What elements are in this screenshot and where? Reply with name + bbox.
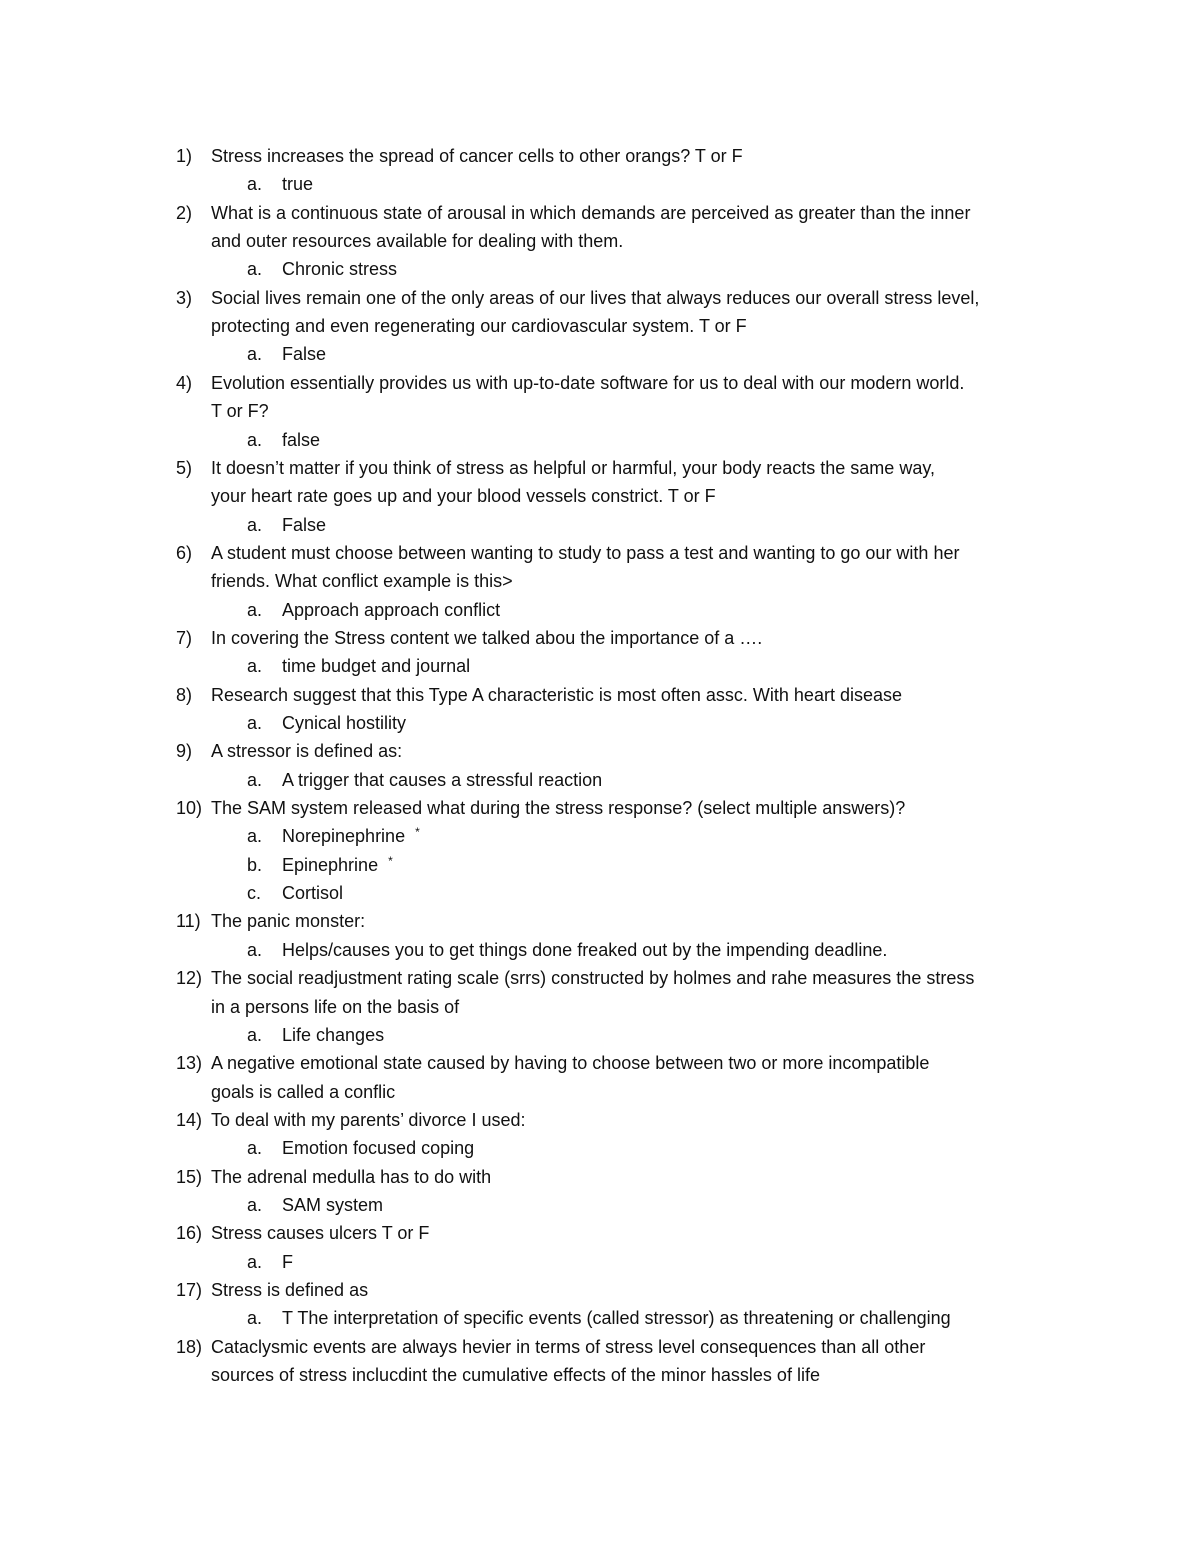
answer-letter: a. — [247, 1251, 263, 1272]
answer-letter: a. — [247, 769, 263, 790]
answer-letter: c. — [247, 883, 262, 904]
answer-text: time budget and journal — [282, 656, 471, 677]
answer-letter: a. — [247, 939, 263, 960]
question-number: 7) — [176, 627, 193, 648]
question-text: A stressor is defined as: — [211, 741, 403, 762]
question-line — [0, 199, 1200, 227]
answer-line — [0, 1191, 1200, 1219]
answer-line — [0, 766, 1200, 794]
question-line — [0, 1078, 1200, 1106]
question-line — [0, 567, 1200, 595]
answer-letter: b. — [247, 854, 263, 875]
question-number: 11) — [176, 911, 201, 932]
answer-letter: a. — [247, 259, 263, 280]
answer-letter: a. — [247, 826, 263, 847]
answer-text: False — [282, 514, 327, 535]
answer-line — [0, 879, 1200, 907]
question-text: protecting and even regenerating our cardiovascular system. T or F — [211, 316, 747, 337]
question-number: 13) — [176, 1053, 203, 1074]
answer-text: A trigger that causes a stressful reaction — [282, 769, 603, 790]
answer-text: Chronic stress — [282, 259, 398, 280]
question-line — [0, 227, 1200, 255]
question-line — [0, 1163, 1200, 1191]
question-number: 10) — [176, 798, 203, 819]
question-line — [0, 624, 1200, 652]
question-text: A student must choose between wanting to study to pass a test and wanting to go our with her — [211, 542, 960, 563]
question-text: your heart rate goes up and your blood vessels constrict. T or F — [211, 486, 716, 507]
question-text: It doesn’t matter if you think of stress as helpful or harmful, your body reacts the same way, — [211, 457, 935, 478]
answer-text: true — [282, 174, 314, 195]
question-text: Research suggest that this Type A characteristic is most often assc. With heart disease — [211, 684, 902, 705]
question-text: Stress is defined as — [211, 1280, 369, 1300]
question-number: 17) — [176, 1280, 203, 1300]
answer-letter: a. — [247, 656, 263, 677]
question-number: 5) — [176, 457, 193, 478]
question-line — [0, 284, 1200, 312]
question-line — [0, 1049, 1200, 1077]
answer-text: Emotion focused coping — [282, 1138, 475, 1159]
question-line — [0, 681, 1200, 709]
answer-line — [0, 170, 1200, 198]
question-line — [0, 794, 1200, 822]
answer-text: SAM system — [282, 1194, 384, 1215]
question-line — [0, 312, 1200, 340]
answer-text: Approach approach conflict — [282, 599, 501, 620]
question-text: What is a continuous state of arousal in which demands are perceived as greater than the inner — [211, 202, 971, 223]
answer-text: Epinephrine — [282, 854, 379, 875]
question-text: A negative emotional state caused by having to choose between two or more incompatible — [211, 1053, 930, 1074]
question-number: 4) — [176, 372, 193, 393]
answer-letter: a. — [247, 1024, 263, 1045]
question-number: 6) — [176, 542, 193, 563]
answer-letter: a. — [247, 514, 263, 535]
answer-line — [0, 709, 1200, 737]
answer-line — [0, 822, 1200, 850]
question-number: 9) — [176, 741, 193, 762]
answer-line — [0, 652, 1200, 680]
answer-text: F — [282, 1251, 293, 1272]
question-text: sources of stress inclucdint the cumulative effects of the minor hassles of life — [211, 1365, 820, 1386]
question-text: To deal with my parents’ divorce I used: — [211, 1109, 526, 1130]
question-text: goals is called a conflic — [211, 1081, 396, 1102]
answer-text: False — [282, 344, 327, 365]
answer-letter: a. — [247, 599, 263, 620]
question-number: 8) — [176, 684, 193, 705]
answer-line — [0, 255, 1200, 283]
question-text: in a persons life on the basis of — [211, 996, 460, 1017]
answer-text: T The interpretation of specific events (called stressor) as threatening or challenging — [282, 1308, 951, 1329]
answer-line — [0, 596, 1200, 624]
question-text: The social readjustment rating scale (srrs) constructed by holmes and rahe measures the stress — [211, 968, 975, 989]
answer-line — [0, 851, 1200, 879]
question-line — [0, 993, 1200, 1021]
question-line — [0, 737, 1200, 765]
answer-letter: a. — [247, 1138, 263, 1159]
question-text: friends. What conflict example is this> — [211, 571, 513, 592]
question-text: T or F? — [211, 401, 269, 422]
question-number: 18) — [176, 1336, 203, 1357]
question-line — [0, 1219, 1200, 1247]
answer-text: false — [282, 429, 321, 450]
question-number: 12) — [176, 968, 203, 989]
question-text: The panic monster: — [211, 911, 366, 932]
question-text: Evolution essentially provides us with up-to-date software for us to deal with our modern world. — [211, 372, 965, 393]
question-line — [0, 539, 1200, 567]
question-number: 16) — [176, 1223, 203, 1244]
answer-line — [0, 1304, 1200, 1332]
question-number: 15) — [176, 1166, 203, 1187]
question-line — [0, 1106, 1200, 1134]
answer-text: Cynical hostility — [282, 713, 407, 733]
answer-text: Life changes — [282, 1024, 385, 1045]
answer-line — [0, 1134, 1200, 1162]
question-number: 1) — [176, 146, 193, 166]
question-text: In covering the Stress content we talked abou the importance of a …. — [211, 627, 763, 648]
answer-star-mark: * — [388, 853, 393, 868]
answer-line — [0, 1248, 1200, 1276]
answer-line — [0, 1021, 1200, 1049]
answer-line — [0, 426, 1200, 454]
answer-letter: a. — [247, 713, 263, 733]
answer-letter: a. — [247, 344, 263, 365]
answer-line — [0, 936, 1200, 964]
answer-letter: a. — [247, 174, 263, 195]
answer-text: Cortisol — [282, 883, 344, 904]
answer-text: Helps/causes you to get things done freaked out by the impending deadline. — [282, 939, 888, 960]
answer-line — [0, 340, 1200, 368]
question-text: Social lives remain one of the only areas of our lives that always reduces our overall stress level, — [211, 287, 980, 308]
question-line — [0, 907, 1200, 935]
answer-line — [0, 511, 1200, 539]
answer-letter: a. — [247, 1194, 263, 1215]
question-line — [0, 964, 1200, 992]
answer-letter: a. — [247, 1308, 263, 1329]
answer-star-mark: * — [415, 825, 420, 840]
question-line — [0, 397, 1200, 425]
question-text: and outer resources available for dealing with them. — [211, 231, 624, 252]
question-number: 14) — [176, 1109, 203, 1130]
question-line — [0, 482, 1200, 510]
question-line — [0, 369, 1200, 397]
question-number: 3) — [176, 287, 193, 308]
question-line — [0, 1361, 1200, 1389]
question-text: Cataclysmic events are always hevier in terms of stress level consequences than all other — [211, 1336, 926, 1357]
question-line — [0, 1276, 1200, 1304]
question-text: Stress causes ulcers T or F — [211, 1223, 430, 1244]
question-text: The SAM system released what during the stress response? (select multiple answers)? — [211, 798, 906, 819]
question-line — [0, 1333, 1200, 1361]
question-line — [0, 142, 1200, 170]
question-text: Stress increases the spread of cancer cells to other orangs? T or F — [211, 146, 743, 166]
question-number: 2) — [176, 202, 193, 223]
answer-letter: a. — [247, 429, 263, 450]
question-line — [0, 454, 1200, 482]
answer-text: Norepinephrine — [282, 826, 406, 847]
question-text: The adrenal medulla has to do with — [211, 1166, 492, 1187]
